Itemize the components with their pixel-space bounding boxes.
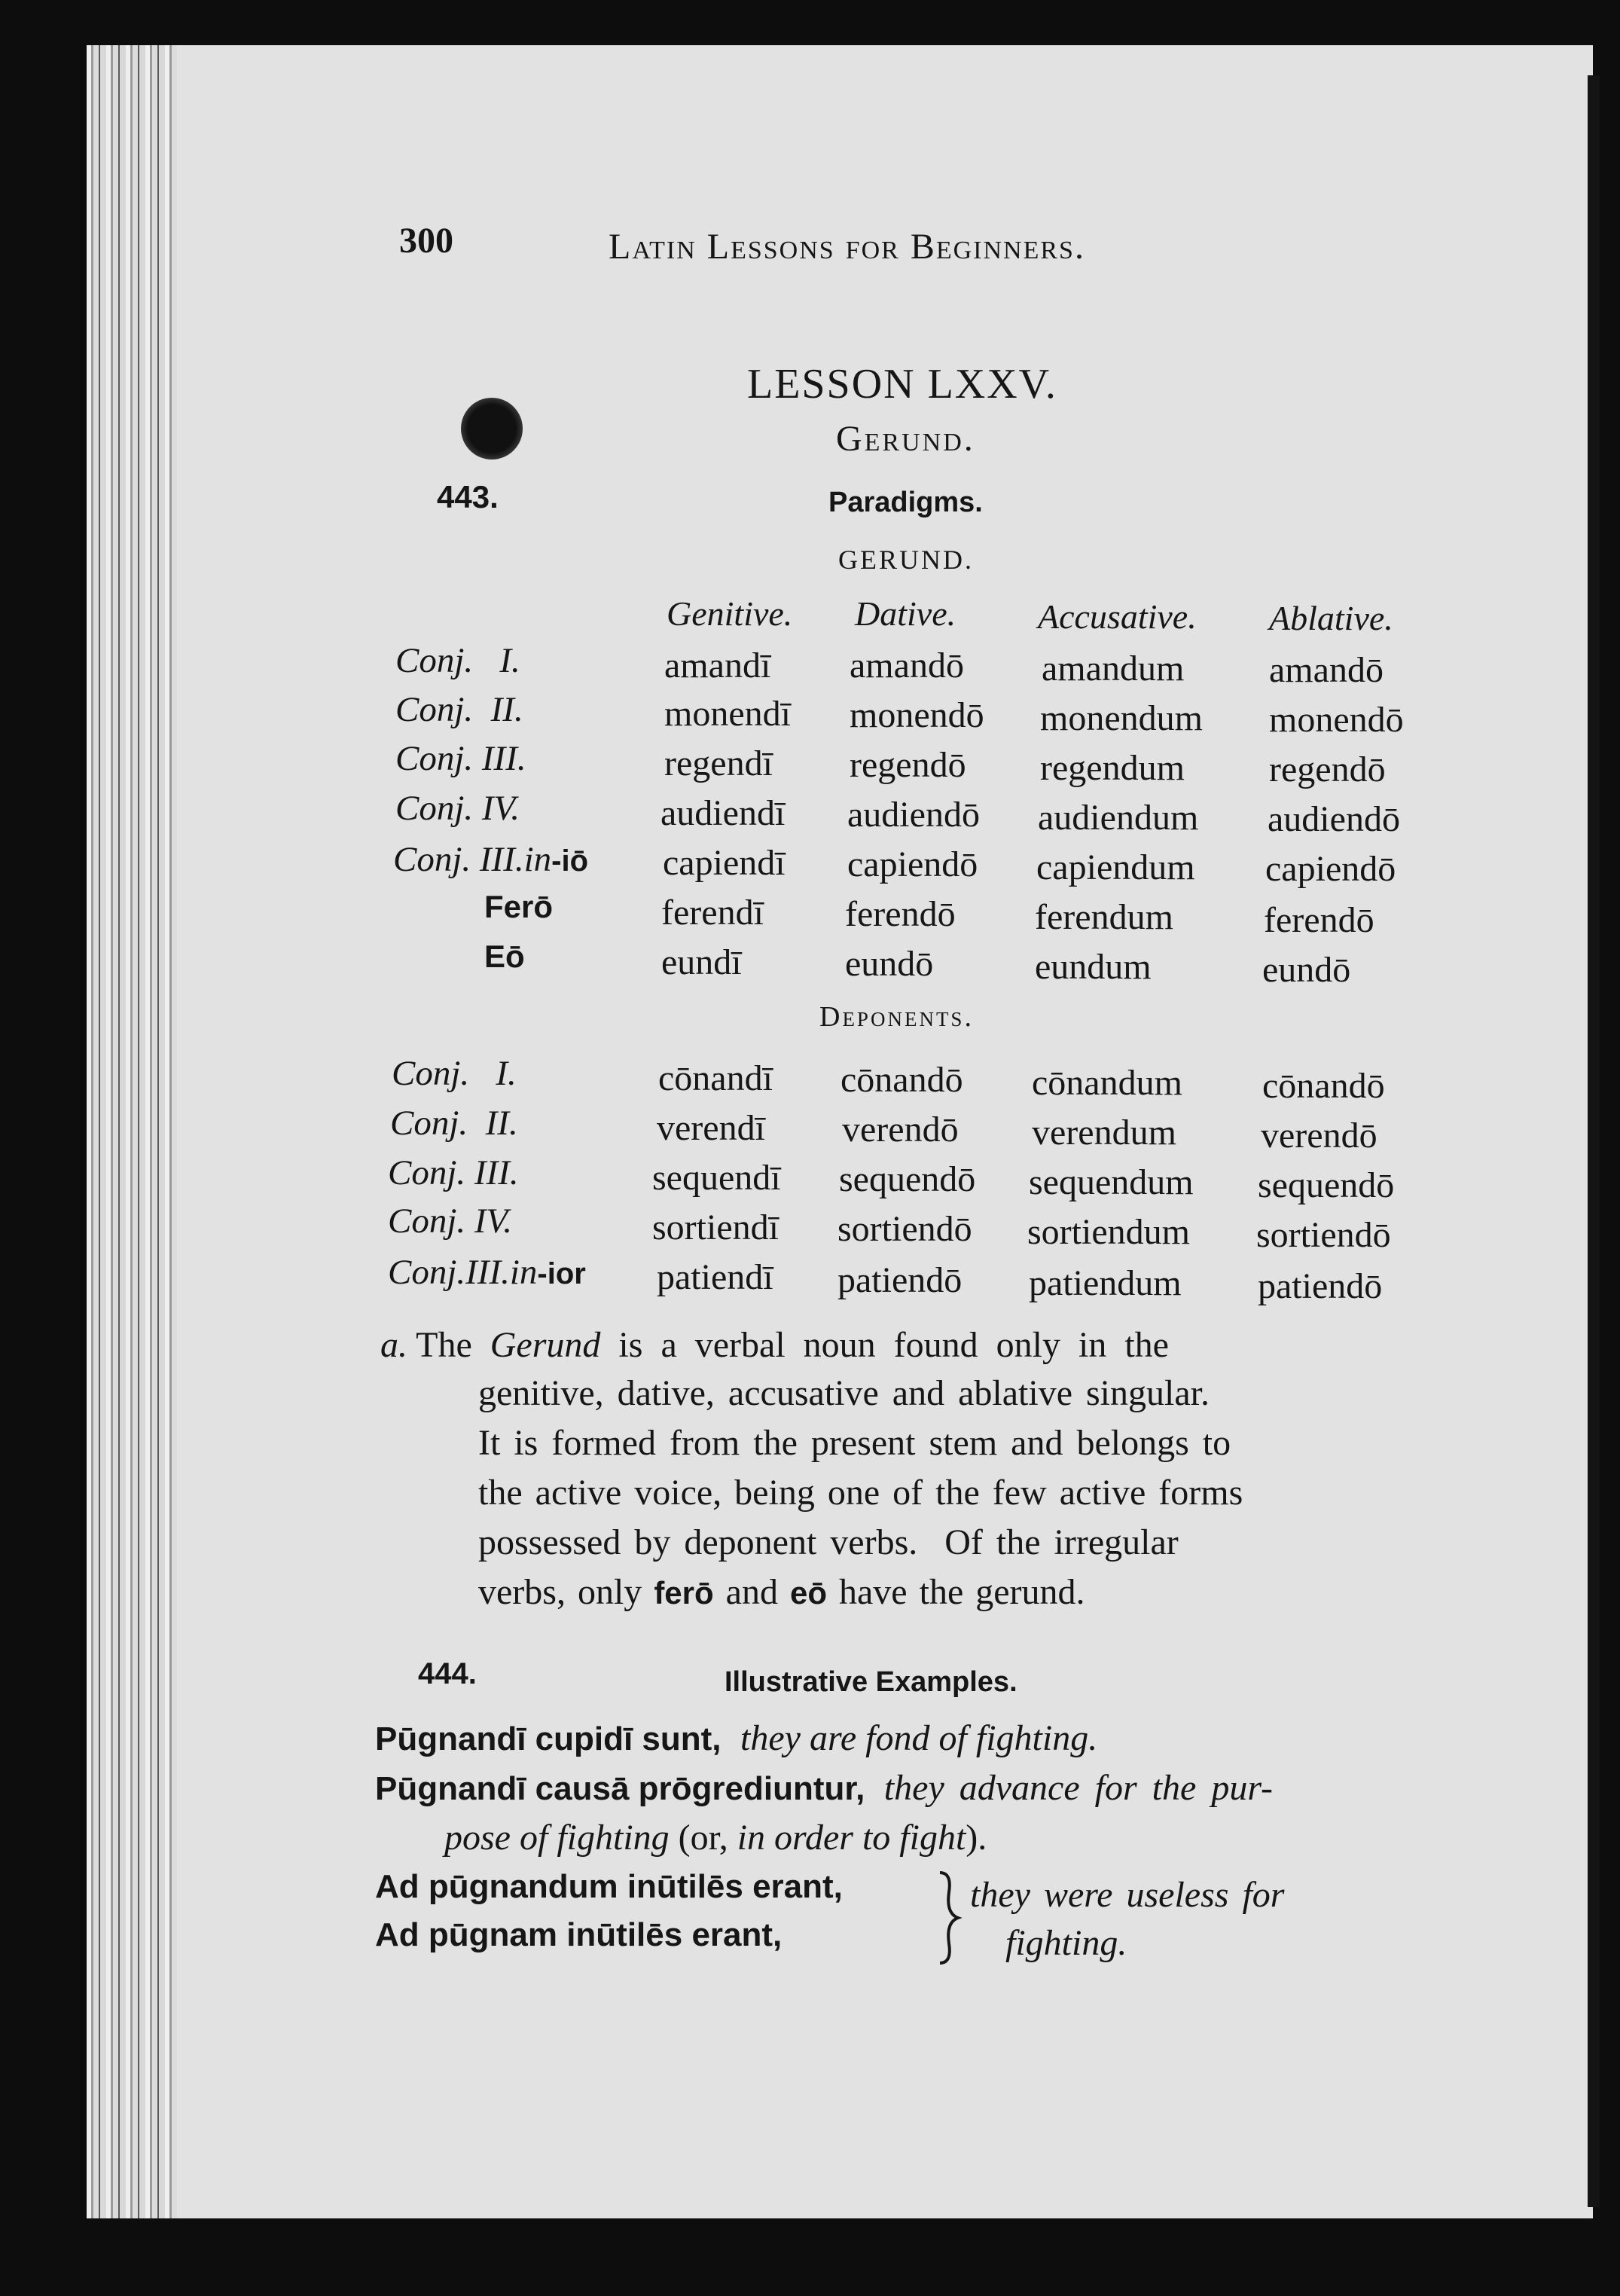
row-label: Conj. II.: [395, 690, 523, 729]
example-english: they are fond of fighting.: [740, 1718, 1098, 1758]
table-cell: sequendum: [1029, 1162, 1194, 1202]
column-header-genitive: Genitive.: [667, 594, 793, 633]
table-cell: ferendum: [1035, 897, 1173, 937]
table-cell: regendō: [850, 745, 966, 785]
table-cell: eundō: [845, 944, 934, 984]
table-cell: cōnandum: [1032, 1063, 1182, 1103]
table-cell: sequendō: [1258, 1165, 1395, 1205]
example-close: ).: [966, 1818, 987, 1858]
example-or: (or,: [678, 1818, 728, 1858]
deponents-heading: Deponents.: [819, 1001, 974, 1033]
section-heading-paradigms: Paradigms.: [828, 487, 983, 518]
ink-blot: [461, 398, 523, 460]
table-cell: ferendō: [845, 894, 956, 934]
table-cell: patiendō: [837, 1260, 963, 1300]
table-cell: monendī: [664, 694, 791, 734]
table-cell: audiendō: [847, 795, 980, 835]
row-label: Conj. III.: [388, 1153, 519, 1192]
table-cell: cōnandī: [658, 1058, 773, 1098]
lesson-subtitle: Gerund.: [836, 419, 975, 459]
example-3-4-english-continued: fighting.: [1005, 1923, 1127, 1963]
column-header-dative: Dative.: [855, 594, 956, 633]
table-cell: amandō: [1269, 650, 1384, 690]
example-english: in order to fight: [737, 1818, 966, 1858]
section-number-444: 444.: [418, 1657, 477, 1690]
table-cell: monendum: [1040, 698, 1203, 738]
note-line-1: [380, 1324, 1169, 1366]
table-cell: capiendum: [1036, 847, 1195, 887]
table-cell: verendum: [1032, 1113, 1176, 1153]
table-cell: cōnandō: [841, 1060, 963, 1100]
row-label: Conj.III.in: [388, 1253, 538, 1292]
note-text: The: [416, 1325, 472, 1365]
example-latin: Pūgnandī causā prōgrediuntur,: [375, 1770, 865, 1807]
table-cell: sortiendō: [837, 1209, 972, 1249]
example-english: pose of fighting: [444, 1818, 670, 1858]
book-spine-shadow: [1588, 75, 1600, 2207]
column-header-ablative: Ablative.: [1269, 599, 1393, 637]
example-3-4-english: they were useless for: [970, 1875, 1285, 1915]
note-fero: ferō: [654, 1575, 714, 1611]
example-english: they advance for the pur-: [883, 1768, 1274, 1808]
table-cell: verendō: [842, 1110, 959, 1150]
example-3-latin: Ad pūgnandum inūtilēs erant,: [375, 1868, 843, 1905]
table-cell: eundum: [1035, 947, 1152, 987]
row-label: Conj. III.: [395, 739, 526, 778]
running-title: Latin Lessons for Beginners.: [609, 227, 1085, 267]
row-label: Conj. IV.: [388, 1201, 512, 1241]
table-cell: capiendō: [847, 844, 978, 884]
note-line-3: It is formed from the present stem and belongs to: [478, 1423, 1231, 1463]
page-number: 300: [399, 221, 453, 261]
table-cell: amandō: [850, 646, 964, 685]
row-label: Conj. I.: [392, 1054, 517, 1093]
row-label-eo: Eō: [484, 939, 525, 974]
table-cell: audiendō: [1268, 799, 1400, 839]
table-cell: patiendum: [1029, 1263, 1182, 1303]
table-cell: verendī: [657, 1108, 765, 1148]
table-cell: regendum: [1040, 748, 1185, 788]
table-cell: patiendō: [1258, 1266, 1383, 1306]
note-text: have the gerund.: [839, 1572, 1085, 1612]
section-heading-examples: Illustrative Examples.: [725, 1666, 1017, 1698]
note-eo: eō: [789, 1575, 827, 1611]
table-cell: ferendō: [1264, 900, 1374, 940]
row-label: Conj. IV.: [395, 789, 520, 828]
section-number-443: 443.: [437, 479, 499, 514]
table-cell: sortiendō: [1256, 1215, 1391, 1255]
row-label: Conj. II.: [390, 1104, 518, 1143]
note-term-gerund: Gerund: [490, 1325, 601, 1365]
table-cell: patiendī: [657, 1257, 773, 1297]
row-label-suffix: -ior: [537, 1257, 586, 1290]
table-cell: regendō: [1269, 750, 1386, 789]
table-cell: sequendō: [839, 1159, 976, 1199]
table-cell: amandī: [664, 646, 771, 685]
row-label-suffix: -iō: [551, 844, 589, 878]
table-cell: capiendī: [663, 843, 786, 883]
note-line-6: [478, 1571, 1085, 1613]
row-label-ior: [388, 1252, 586, 1293]
table-cell: monendō: [850, 695, 984, 735]
example-latin: Pūgnandī cupidī sunt,: [375, 1720, 722, 1757]
note-text: and: [725, 1572, 778, 1612]
table-cell: cōnandō: [1262, 1066, 1385, 1106]
page-edges: [87, 45, 185, 2218]
row-label-fero: Ferō: [484, 889, 554, 924]
table-cell: regendī: [664, 743, 773, 783]
table-cell: audiendum: [1038, 798, 1199, 838]
table-cell: sortiendum: [1027, 1212, 1190, 1252]
table-cell: amandum: [1042, 649, 1185, 688]
note-line-5: possessed by deponent verbs. Of the irregular: [478, 1522, 1179, 1562]
column-header-accusative: Accusative.: [1038, 597, 1197, 636]
table-cell: ferendī: [661, 893, 764, 933]
note-text: verbs, only: [478, 1572, 642, 1612]
table-cell: eundī: [661, 942, 742, 982]
table-cell: verendō: [1261, 1116, 1377, 1156]
lesson-title: LESSON LXXV.: [747, 361, 1057, 408]
table-cell: monendō: [1269, 700, 1404, 740]
example-2-continued: [444, 1817, 987, 1858]
note-line-2: genitive, dative, accusative and ablative singular.: [478, 1373, 1210, 1413]
row-label: Conj. III.in: [393, 840, 552, 879]
example-1: [375, 1717, 1097, 1759]
table-cell: sequendī: [652, 1158, 781, 1198]
row-label-iō: [393, 839, 588, 880]
table-cell: eundō: [1262, 950, 1351, 990]
table-cell: capiendō: [1265, 849, 1396, 889]
note-marker: a.: [380, 1325, 407, 1365]
table-cell: sortiendī: [652, 1208, 779, 1247]
brace-icon: [932, 1870, 963, 1966]
note-line-4: the active voice, being one of the few active forms: [478, 1473, 1243, 1513]
row-label: Conj. I.: [395, 641, 520, 680]
table-cell: audiendī: [661, 793, 786, 833]
example-4-latin: Ad pūgnam inūtilēs erant,: [375, 1916, 783, 1953]
example-2: [375, 1767, 1273, 1809]
table-title-gerund: GERUND.: [838, 545, 974, 575]
note-text: is a verbal noun found only in the: [618, 1325, 1169, 1365]
